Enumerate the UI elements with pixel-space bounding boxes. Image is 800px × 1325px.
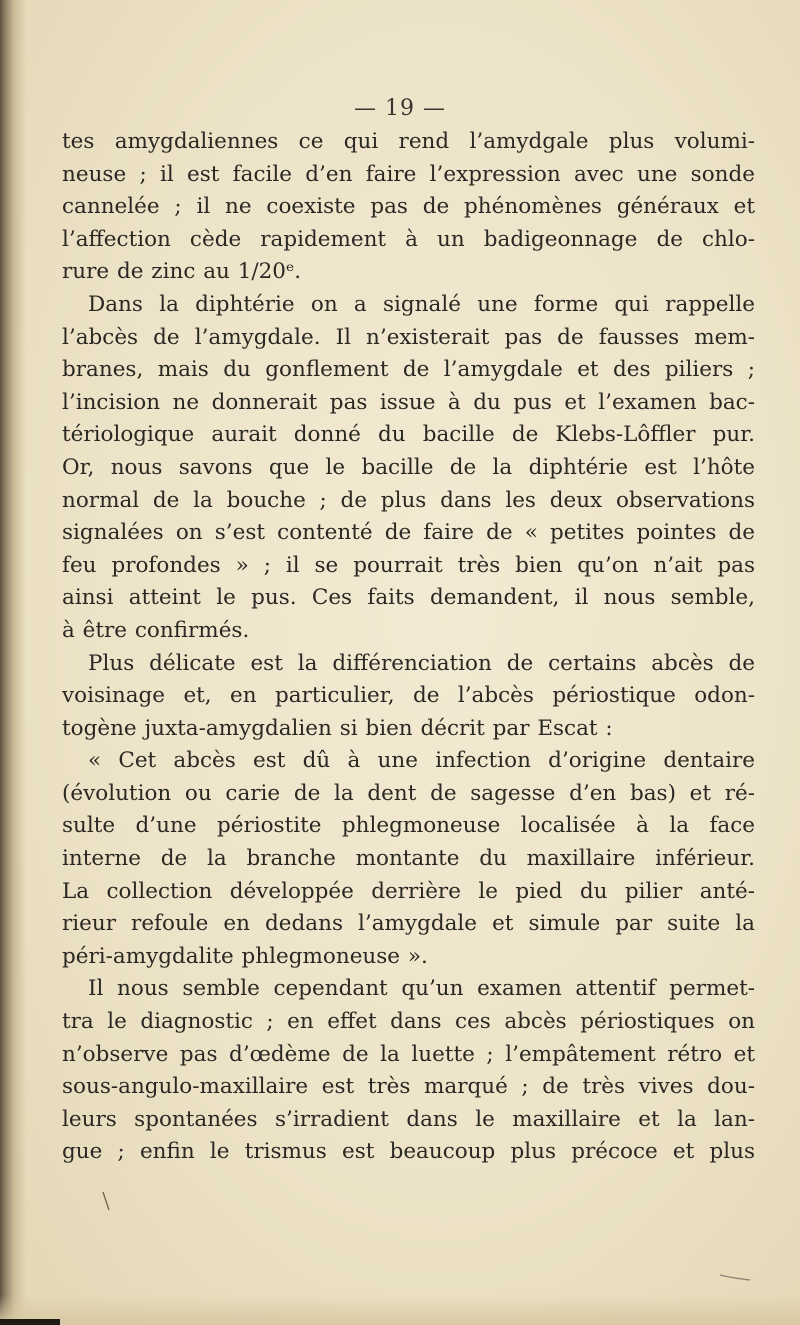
page-corner-edge: [0, 1319, 60, 1325]
text-line: neuse ; il est facile d’en faire l’expression avec une sonde: [62, 161, 755, 187]
text-line: sous-angulo-maxillaire est très marqué ; de très vives dou-: [62, 1074, 755, 1100]
text-line: togène juxta-amygdalien si bien décrit par Escat :: [62, 715, 613, 741]
text-line: La collection développée derrière le pied du pilier anté-: [62, 878, 755, 904]
stray-pen-mark: [101, 1190, 115, 1212]
text-line: Plus délicate est la différenciation de certains abcès de: [88, 650, 755, 676]
text-line: l’incision ne donnerait pas issue à du pus et l’examen bac-: [62, 389, 755, 415]
text-line: n’observe pas d’œdème de la luette ; l’empâtement rétro et: [62, 1041, 755, 1067]
page-bottom-shadow: [0, 1295, 800, 1325]
text-line: interne de la branche montante du maxillaire inférieur.: [62, 846, 755, 872]
text-line: l’affection cède rapidement à un badigeonnage de chlo-: [62, 226, 755, 252]
text-line: branes, mais du gonflement de l’amygdale et des piliers ;: [62, 357, 755, 383]
text-line: l’abcès de l’amygdale. Il n’existerait pas de fausses mem-: [62, 324, 755, 350]
binding-shadow: [0, 0, 26, 1325]
text-line: Or, nous savons que le bacille de la diphtérie est l’hôte: [62, 454, 755, 480]
text-line: (évolution ou carie de la dent de sagesse d’en bas) et ré-: [62, 780, 755, 806]
stray-pen-dash: [718, 1272, 752, 1282]
text-line: rieur refoule en dedans l’amygdale et simule par suite la: [62, 911, 755, 937]
body-text: [62, 126, 755, 1169]
text-line: sulte d’une périostite phlegmoneuse localisée à la face: [62, 813, 755, 839]
text-line: feu profondes » ; il se pourrait très bien qu’on n’ait pas: [62, 552, 755, 578]
text-line: péri-amygdalite phlegmoneuse ».: [62, 943, 428, 969]
text-line: normal de la bouche ; de plus dans les deux observations: [62, 487, 755, 513]
text-line: à être confirmés.: [62, 617, 250, 643]
text-line: tra le diagnostic ; en effet dans ces abcès périostiques on: [62, 1009, 755, 1035]
text-line: cannelée ; il ne coexiste pas de phénomènes généraux et: [62, 194, 755, 220]
text-line: rure de zinc au 1/20ᵉ.: [62, 259, 302, 285]
text-line: Il nous semble cependant qu’un examen attentif permet-: [88, 976, 755, 1002]
text-line: leurs spontanées s’irradient dans le maxillaire et la lan-: [62, 1106, 755, 1132]
text-line: voisinage et, en particulier, de l’abcès périostique odon-: [62, 683, 755, 709]
text-line: signalées on s’est contenté de faire de « petites pointes de: [62, 520, 755, 546]
page-number: — 19 —: [354, 96, 446, 121]
text-line: tes amygdaliennes ce qui rend l’amydgale plus volumi-: [62, 129, 755, 154]
text-line: ainsi atteint le pus. Ces faits demandent, il nous semble,: [62, 585, 755, 611]
text-line: tériologique aurait donné du bacille de Klebs-Lôffler pur.: [62, 422, 755, 448]
text-line: « Cet abcès est dû à une infection d’origine dentaire: [88, 748, 755, 774]
text-line: gue ; enfin le trismus est beaucoup plus précoce et plus: [62, 1139, 755, 1165]
text-line: Dans la diphtérie on a signalé une forme qui rappelle: [88, 291, 755, 317]
